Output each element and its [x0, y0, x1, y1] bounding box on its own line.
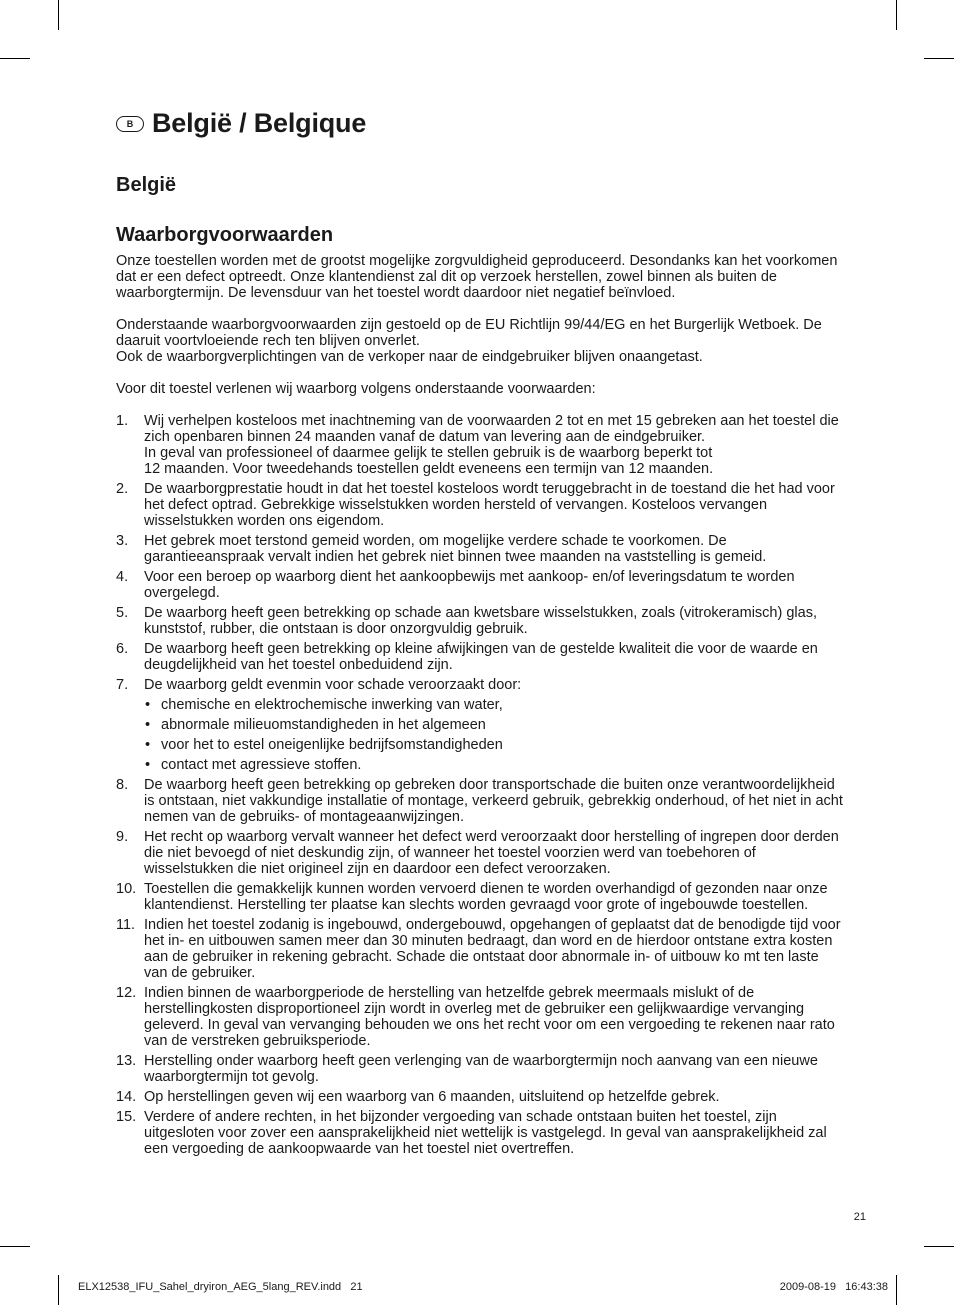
list-item-number: 3. — [116, 533, 129, 549]
bullet-icon: • — [145, 737, 151, 753]
list-item — [116, 641, 844, 673]
bullet-icon: • — [145, 697, 151, 713]
crop-mark — [896, 0, 897, 30]
crop-mark — [924, 58, 954, 59]
crop-mark — [58, 0, 59, 30]
list-item-text: De waarborg heeft geen betrekking op kleine afwijkingen van de gestelde kwaliteit die voor de waarde en deugdelijkheid van het toestel onbeduidend zijn. — [144, 641, 818, 673]
list-item-text: De waarborg geldt evenmin voor schade veroorzaakt door: — [144, 677, 522, 693]
list-item-number: 9. — [116, 829, 129, 845]
list-item — [116, 677, 844, 773]
country-heading: België — [116, 174, 177, 196]
list-item-text: Voor een beroep op waarborg dient het aankoopbewijs met aankoop- en/of leveringsdatum te worden overgelegd. — [144, 569, 795, 601]
list-item — [116, 1053, 844, 1085]
bullet-icon: • — [145, 757, 151, 773]
page-number: 21 — [853, 1211, 866, 1223]
list-item — [116, 1109, 844, 1157]
list-item-text: Toestellen die gemakkelijk kunnen worden vervoerd dienen te worden overhandigd of gezonden naar onze klantendienst. Herstelling ter plaatse kan slechts worden gevraagd voor grote of ingebouwde toestellen. — [144, 881, 828, 913]
list-item-text: Verdere of andere rechten, in het bijzonder vergoeding van schade ontstaan buiten het toestel, zijn uitgesloten voor zover een aansprakelijkheid niet wettelijk is vastgelegd. In geval van aansprakelijkheid zal een vergoeding de aankoopwaarde van het toestel niet overtreffen. — [144, 1109, 827, 1157]
list-item-number: 11. — [116, 917, 136, 933]
list-item — [116, 413, 844, 477]
list-item — [116, 777, 844, 825]
list-item-number: 6. — [116, 641, 129, 657]
document-body — [116, 174, 844, 1161]
list-item — [116, 881, 844, 913]
list-item — [116, 1089, 844, 1105]
intro-paragraph: Onderstaande waarborgvoorwaarden zijn gestoeld op de EU Richtlijn 99/44/EG en het Burgerlijk Wetboek. De daaruit voortvloeiende rech ten blijven onverlet. Ook de waarborgverplichtingen van de verkoper naar de eindgebruiker blijven onaangetast. — [116, 317, 822, 365]
list-item-number: 15. — [116, 1109, 137, 1125]
intro-paragraphs — [116, 253, 844, 397]
list-item-text: De waarborg heeft geen betrekking op schade aan kwetsbare wisselstukken, zoals (vitrokeramisch) glas, kunststof, rubber, die ontstaan is door onzorgvuldig gebruik. — [144, 605, 817, 637]
sub-list — [144, 697, 844, 773]
timestamp: 2009-08-19 16:43:38 — [779, 1281, 888, 1293]
list-item-text: De waarborgprestatie houdt in dat het toestel kosteloos wordt teruggebracht in de toestand die het had voor het defect optrad. Gebrekkige wisselstukken worden hersteld of vervangen. Kosteloos vervangen wisselstukken worden ons eigendom. — [144, 481, 835, 529]
list-item — [116, 533, 844, 565]
list-item-text: Herstelling onder waarborg heeft geen verlenging van de waarborgtermijn noch aanvang van een nieuwe waarborgtermijn tot gevolg. — [144, 1053, 818, 1085]
crop-mark — [896, 1275, 897, 1305]
bullet-icon: • — [145, 717, 151, 733]
list-item-number: 1. — [116, 413, 129, 429]
list-item-text: Het recht op waarborg vervalt wanneer het defect werd veroorzaakt door herstelling of ingrepen door derden die niet bevoegd of niet deskundig zijn, of wanneer het toestel voorzien werd van toebehoren of wisselstukken die niet origineel zijn en daardoor een defect veroorzaken. — [144, 829, 839, 877]
intro-paragraph: Onze toestellen worden met de grootst mogelijke zorgvuldigheid geproduceerd. Desondanks kan het voorkomen dat er een defect optreedt. Onze klantendienst zal dit op verzoek herstellen, zowel binnen als buiten de waarborgtermijn. De levensduur van het toestel wordt daardoor niet negatief beïnvloed. — [116, 253, 838, 301]
country-badge: B — [116, 116, 144, 132]
file-name: ELX12538_IFU_Sahel_dryiron_AEG_5lang_REV.indd 21 — [78, 1281, 363, 1293]
page-header — [116, 108, 366, 139]
list-item-number: 8. — [116, 777, 129, 793]
list-item — [116, 917, 844, 981]
list-item-text: Op herstellingen geven wij een waarborg van 6 maanden, uitsluitend op hetzelfde gebrek. — [144, 1089, 720, 1105]
section-heading: Waarborgvoorwaarden — [116, 224, 334, 246]
list-item-number: 12. — [116, 985, 137, 1001]
list-item-number: 5. — [116, 605, 129, 621]
page-title: België / Belgique — [152, 108, 367, 138]
terms-list — [116, 413, 844, 1157]
list-item — [116, 605, 844, 637]
sub-list-item — [144, 697, 844, 713]
list-item-text: Indien binnen de waarborgperiode de herstelling van hetzelfde gebrek meermaals mislukt of de herstellingkosten disproportioneel zijn wordt in overleg met de gebruiker een gelijkwaardige vervanging geleverd. In geval van vervanging behouden we ons het recht voor om een vergoeding te rekenen naar rato van de verstreken gebruiksperiode. — [144, 985, 835, 1049]
list-item — [116, 569, 844, 601]
list-item-number: 2. — [116, 481, 129, 497]
list-item — [116, 829, 844, 877]
sub-list-text: abnormale milieuomstandigheden in het algemeen — [161, 717, 486, 733]
list-item-text: Het gebrek moet terstond gemeid worden, om mogelijke verdere schade te voorkomen. De garantieeanspraak vervalt indien het gebrek niet binnen twee maanden na vaststelling is gemeid. — [144, 533, 767, 565]
sub-list-text: chemische en elektrochemische inwerking van water, — [161, 697, 503, 713]
list-item-number: 14. — [116, 1089, 137, 1105]
sub-list-text: contact met agressieve stoffen. — [161, 757, 362, 773]
sub-list-text: voor het to estel oneigenlijke bedrijfsomstandigheden — [161, 737, 503, 753]
list-item-text: De waarborg heeft geen betrekking op gebreken door transportschade die buiten onze verantwoordelijkheid is ontstaan, niet vakkundige installatie of montage, verkeerd gebruik, gebrekkig onderhoud, of het niet in acht nemen van de gebruiks- of montageaanwijzingen. — [144, 777, 843, 825]
crop-mark — [0, 58, 30, 59]
list-item-text: Wij verhelpen kosteloos met inachtneming van de voorwaarden 2 tot en met 15 gebreken aan het toestel die zich openbaren binnen 24 maanden vanaf de datum van levering aan de eindgebruiker. In geval van professioneel of daarmee gelijk te stellen gebruik is de waarborg beperkt tot 12 maanden. Voor tweedehands toestellen geldt eveneens een termijn van 12 maanden. — [144, 413, 839, 477]
sub-list-item — [144, 757, 844, 773]
list-item-number: 13. — [116, 1053, 137, 1069]
list-item — [116, 985, 844, 1049]
crop-mark — [58, 1275, 59, 1305]
intro-paragraph: Voor dit toestel verlenen wij waarborg volgens onderstaande voorwaarden: — [116, 381, 596, 397]
list-item — [116, 481, 844, 529]
list-item-text: Indien het toestel zodanig is ingebouwd, ondergebouwd, opgehangen of geplaatst dat de benodigde tijd voor het in- en uitbouwen samen meer dan 30 minuten bedraagt, dan word en de hierdoor ontstane extra kosten aan de gebruiker in rekening gebracht. Schade die ontstaat door abnormale in- of uitbouw ko mt ten laste van de gebruiker. — [144, 917, 841, 981]
list-item-number: 4. — [116, 569, 129, 585]
sub-list-item — [144, 717, 844, 733]
sub-list-item — [144, 737, 844, 753]
crop-mark — [0, 1246, 30, 1247]
list-item-number: 10. — [116, 881, 137, 897]
crop-mark — [924, 1246, 954, 1247]
list-item-number: 7. — [116, 677, 129, 693]
